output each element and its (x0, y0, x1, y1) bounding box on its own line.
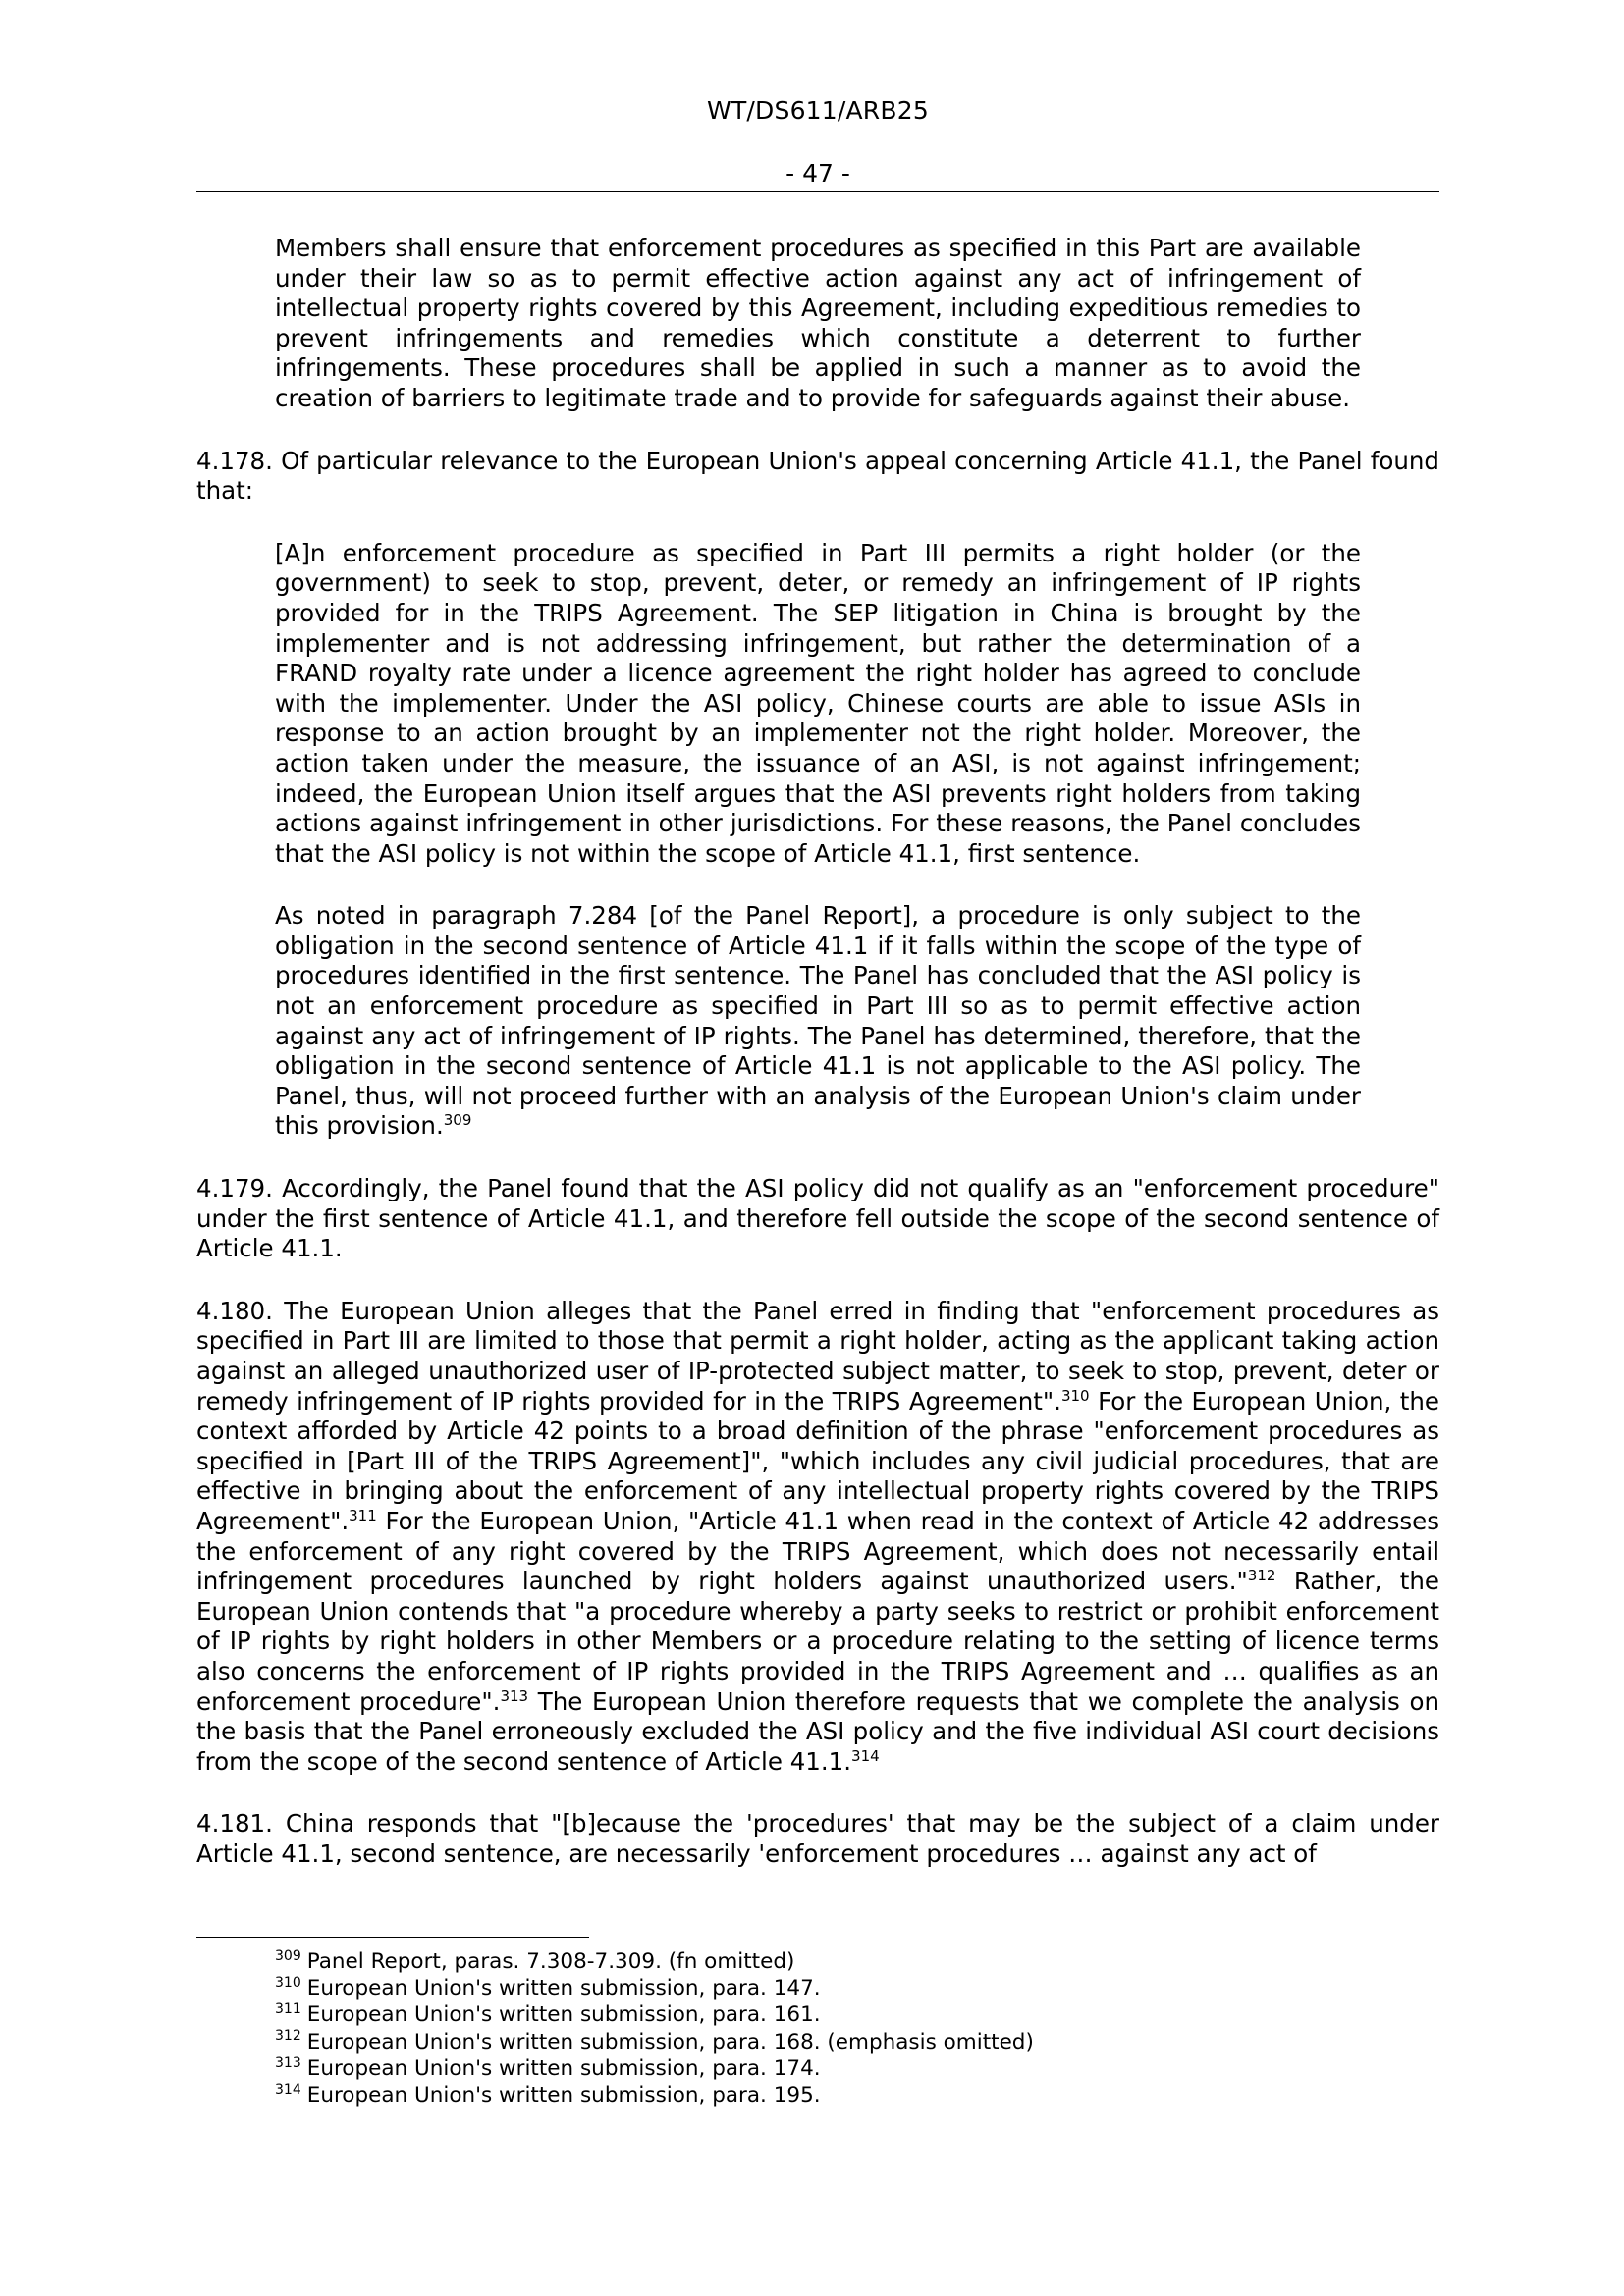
paragraph-4-181: 4.181. China responds that "[b]ecause the 'procedures' that may be the subject of a claim under Article 41.1, second sentence, are necessarily 'enforcement procedures … against any act of (196, 1809, 1439, 1868)
footnote-text: European Union's written submission, para. 168. (emphasis omitted) (306, 2029, 1034, 2055)
footnote-text: European Union's written submission, para. 161. (306, 2002, 821, 2028)
footnote-number: 309 (275, 1948, 301, 1964)
document-symbol: WT/DS611/ARB25 (707, 96, 929, 125)
block-quote-panel-finding: [A]n enforcement procedure as specified in Part III permits a right holder (or the government) to seek to stop, prevent, deter, or remedy an infringement of IP rights provided for in the TRIPS Agreement. The SEP litigation in China is brought by the implementer and is not addressing infringement, but rather the determination of a FRAND royalty rate under a licence agreement the right holder has agreed to conclude with the implementer. Under the ASI policy, Chinese courts are able to issue ASIs in response to an action brought by an implementer not the right holder. Moreover, the action taken under the measure, the issuance of an ASI, is not against infringement; indeed, the European Union itself argues that the ASI prevents right holders from taking actions against infringement in other jurisdictions. For these reasons, the Panel concludes that the ASI policy is not within the scope of Article 41.1, first sentence. (275, 538, 1361, 868)
footnote-ref-310[interactable]: 310 (1060, 1386, 1090, 1405)
footnote-313 (275, 2056, 1355, 2082)
footnote-text: European Union's written submission, para. 147. (306, 1976, 821, 2002)
footnote-310 (275, 1975, 1355, 2002)
footnote-ref-313[interactable]: 313 (500, 1686, 529, 1705)
footnote-ref-314[interactable]: 314 (851, 1746, 880, 1765)
block-quote-article-41-1: Members shall ensure that enforcement procedures as specified in this Part are available under their law so as to permit effective action against any act of infringement of intellectual property rights covered by this Agreement, including expeditious remedies to prevent infringements and remedies which constitute a deterrent to further infringements. These procedures shall be applied in such a manner as to avoid the creation of barriers to legitimate trade and to provide for safeguards against their abuse. (275, 234, 1361, 412)
footnote-text: European Union's written submission, para. 195. (306, 2083, 821, 2109)
page-number: - 47 - (785, 159, 850, 187)
footnote-ref-311[interactable]: 311 (349, 1506, 377, 1524)
footnote-311 (275, 2002, 1355, 2028)
footnote-rule (196, 1937, 589, 1938)
footnotes (275, 1949, 1355, 2109)
footnote-number: 310 (275, 1975, 301, 1992)
block-quote-panel-conclusion (275, 901, 1361, 1142)
footnote-number: 314 (275, 2081, 301, 2098)
footnote-312 (275, 2029, 1355, 2056)
footnote-number: 312 (275, 2028, 301, 2045)
paragraph-4-179: 4.179. Accordingly, the Panel found that the ASI policy did not qualify as an "enforcement procedure" under the first sentence of Article 41.1, and therefore fell outside the scope of the second sentence of Article 41.1. (196, 1174, 1439, 1263)
footnote-ref-309[interactable]: 309 (443, 1111, 472, 1130)
footnote-number: 311 (275, 2002, 301, 2018)
sentence: The European Union therefore requests that we complete the analysis on the basis that the Panel erroneously excluded the ASI policy and the five individual ASI court decisions from the scope of the second sentence of Article 41.1. (196, 1686, 1439, 1776)
document-body (196, 234, 1439, 1902)
footnote-309 (275, 1949, 1355, 1975)
footnote-text: Panel Report, paras. 7.308-7.309. (fn omitted) (306, 1949, 795, 1974)
sentence: For the European Union, "Article 41.1 when read in the context of Article 42 addresses the enforcement of any right covered by the TRIPS Agreement, which does not necessarily entail infringement procedures launched by right holders against unauthorized users." (196, 1506, 1439, 1596)
footnote-text: European Union's written submission, para. 174. (306, 2056, 821, 2081)
paragraph-4-180 (196, 1297, 1439, 1778)
header-rule (196, 191, 1439, 192)
footnote-ref-312[interactable]: 312 (1247, 1567, 1276, 1584)
footnote-314 (275, 2082, 1355, 2109)
footnote-number: 313 (275, 2055, 301, 2071)
paragraph-4-178: 4.178. Of particular relevance to the European Union's appeal concerning Article 41.1, the Panel found that: (196, 446, 1439, 506)
sentence: For the European Union, the context afforded by Article 42 points to a broad definition of the phrase "enforcement procedures as specified in [Part III of the TRIPS Agreement]", "which includes any civil judicial procedures, that are effective in bringing about the enforcement of any intellectual property rights covered by the TRIPS Agreement". (196, 1386, 1440, 1535)
sentence: Rather, the European Union contends that "a procedure whereby a party seeks to restrict or prohibit enforcement of IP rights by right holders in other Members or a procedure relating to the setting of licence terms also concerns the enforcement of IP rights provided in the TRIPS Agreement and … qualifies as an enforcement procedure". (196, 1567, 1439, 1716)
sentence: 4.180. The European Union alleges that the Panel erred in finding that "enforcement procedures as specified in Part III are limited to those that permit a right holder, acting as the applicant taking action against an alleged unauthorized user of IP-protected subject matter, to seek to stop, prevent, deter or remedy infringement of IP rights provided for in the TRIPS Agreement". (196, 1296, 1439, 1415)
quote-text: As noted in paragraph 7.284 [of the Panel Report], a procedure is only subject to the obligation in the second sentence of Article 41.1 if it falls within the scope of the type of procedures identified in the first sentence. The Panel has concluded that the ASI policy is not an enforcement procedure as specified in Part III so as to permit effective action against any act of infringement of IP rights. The Panel has determined, therefore, that the obligation in the second sentence of Article 41.1 is not applicable to the ASI policy. The Panel, thus, will not proceed further with an analysis of the European Union's claim under this provision. (275, 901, 1361, 1141)
